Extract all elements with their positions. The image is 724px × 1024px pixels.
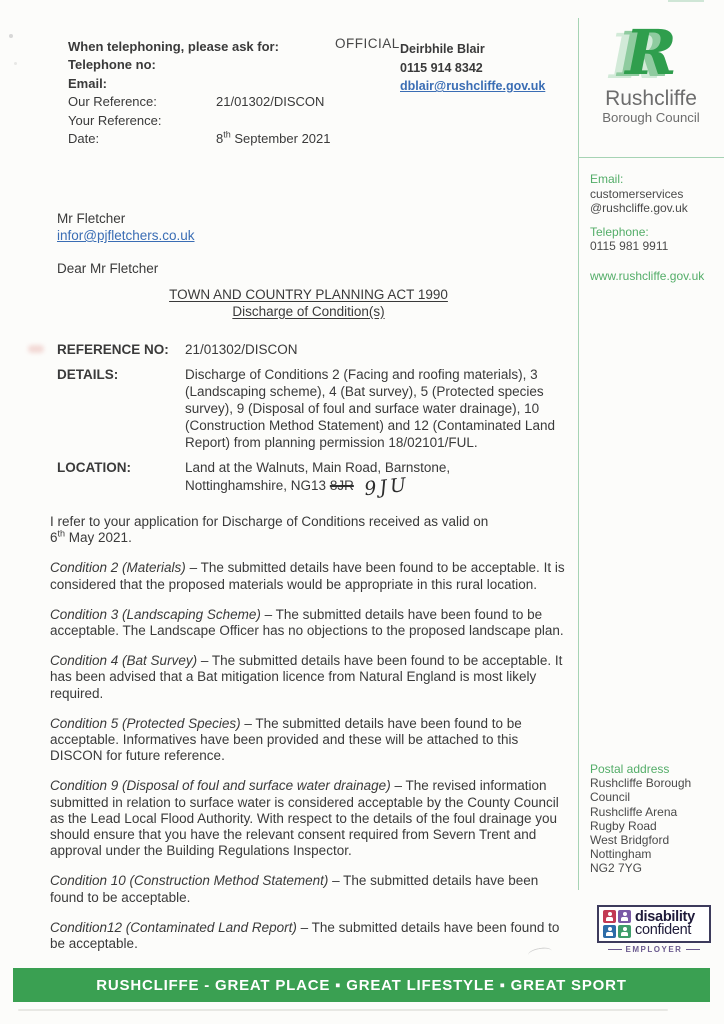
condition-paragraph: Condition 2 (Materials) – The submitted details have been found to be acceptable. It is considered that the proposed materials would be appropriate in this rural location. xyxy=(50,560,565,592)
scan-tick xyxy=(668,0,704,2)
page-edge-shadow xyxy=(18,1009,668,1011)
reference-table xyxy=(57,341,569,501)
condition-paragraph: Condition 5 (Protected Species) – The submitted details have been found to be acceptable. Informatives have been provided and these will be attached to this DISCON for future reference. xyxy=(50,715,522,764)
scan-smudge xyxy=(28,345,44,353)
badge-hands-icon xyxy=(618,910,631,923)
details-value: Discharge of Conditions 2 (Facing and roofing materials), 3 (Landscaping scheme), 4 (Bat survey), 5 (Protected species survey), 9 (Disposal of foul and surface water drainage), 10 (Construction Method Statement) and 12 (Contaminated Land Report) from planning permission 18/02101/FUL. xyxy=(185,367,555,450)
council-logo-r-icon: R xyxy=(625,16,677,89)
your-reference-label: Your Reference: xyxy=(68,112,162,128)
sidebar-contact-block xyxy=(590,172,704,284)
postal-line: Rushcliffe Borough xyxy=(590,776,692,791)
reference-no-label: REFERENCE NO: xyxy=(57,342,169,357)
scan-speck xyxy=(9,34,13,38)
sidebar-website-link[interactable]: www.rushcliffe.gov.uk xyxy=(590,268,705,283)
disability-confident-badge xyxy=(597,905,711,954)
badge-tiles-icon xyxy=(603,910,631,938)
discharge-subtitle: Discharge of Condition(s) xyxy=(232,303,385,319)
our-reference-label: Our Reference: xyxy=(68,94,157,110)
reference-row xyxy=(57,341,569,358)
postal-address-label: Postal address xyxy=(590,762,670,776)
addressee-block xyxy=(57,210,195,244)
postal-line: Rushcliffe Arena xyxy=(590,804,678,819)
badge-employer-label: EMPLOYER xyxy=(625,945,683,954)
location-value: Land at the Walnuts, Main Road, Barnstone, Nottinghamshire, NG13 8JR 9JU xyxy=(185,460,451,501)
date-value: 8th September 2021 xyxy=(216,129,331,147)
date-label: Date: xyxy=(68,131,100,147)
sidebar-phone-label: Telephone: xyxy=(590,224,649,239)
our-reference-value: 21/01302/DISCON xyxy=(216,94,325,110)
badge-lock-icon xyxy=(603,925,616,938)
condition-paragraph: Condition12 (Contaminated Land Report) – The submitted details have been found to be acceptable. xyxy=(50,919,560,952)
reference-no-value: 21/01302/DISCON xyxy=(185,342,298,357)
postal-address-block xyxy=(590,762,691,876)
postal-line: West Bridgford xyxy=(590,833,670,848)
scan-speck xyxy=(14,62,17,65)
sidebar-divider-vertical xyxy=(578,18,579,890)
sidebar-email-label: Email: xyxy=(590,172,624,186)
header-contact-block xyxy=(68,38,330,148)
badge-word-confident: confident xyxy=(635,922,692,938)
letter-title-block xyxy=(50,287,567,320)
condition-paragraph: Condition 4 (Bat Survey) – The submitted details have been found to be acceptable. It has been advised that a Bat mitigation licence from Natural England is most likely required. xyxy=(50,653,563,701)
addressee-email-link[interactable]: infor@pjfletchers.co.uk xyxy=(57,228,195,243)
badge-person-icon xyxy=(618,925,631,938)
case-officer-block xyxy=(400,40,545,96)
struck-postcode: 8JR xyxy=(329,478,354,493)
badge-word-disability: disability xyxy=(635,908,695,925)
officer-email-link[interactable]: dblair@rushcliffe.gov.uk xyxy=(400,79,546,94)
postal-line: Rugby Road xyxy=(590,818,657,833)
council-logo xyxy=(582,18,720,125)
salutation: Dear Mr Fletcher xyxy=(57,261,159,276)
footer-slogan-banner: RUSHCLIFFE - GREAT PLACE ▪ GREAT LIFESTYLE ▪ GREAT SPORT xyxy=(13,968,710,1002)
act-title: TOWN AND COUNTRY PLANNING ACT 1990 xyxy=(169,287,448,302)
condition-paragraph: Condition 10 (Construction Method Statement) – The submitted details have been found to be acceptable. xyxy=(50,873,539,905)
sidebar-phone-value: 0115 981 9911 xyxy=(590,239,669,254)
condition-paragraph: Condition 9 (Disposal of foul and surface water drainage) – The revised information submitted in relation to surface water is considered acceptable by the County Council as the Lead Local Flood Authority. With respect to the details of the foul drainage you should ensure that you have the relevant consent required from Severn Trent and approval under the Building Regulations Inspector. xyxy=(50,778,559,859)
sidebar-divider-horizontal xyxy=(578,157,724,158)
sidebar-email-line2: @rushcliffe.gov.uk xyxy=(590,201,688,216)
postal-line: Nottingham xyxy=(590,847,652,862)
postal-line: NG2 7YG xyxy=(590,861,643,876)
addressee-name: Mr Fletcher xyxy=(57,211,126,226)
official-marking: OFFICIAL xyxy=(335,36,400,51)
ask-for-label: When telephoning, please ask for: xyxy=(68,39,279,54)
intro-paragraph: I refer to your application for Discharge of Conditions received as valid on 6th May 2021. xyxy=(50,514,489,546)
officer-phone: 0115 914 8342 xyxy=(400,60,483,75)
sidebar-email-line1: customerservices xyxy=(590,186,684,201)
telephone-label: Telephone no: xyxy=(68,57,156,73)
council-logo-name: Rushcliffe xyxy=(605,87,697,110)
location-row xyxy=(57,459,569,501)
letter-body xyxy=(50,514,569,966)
email-label: Email: xyxy=(68,75,108,91)
postal-line: Council xyxy=(590,790,631,805)
handwritten-postcode: 9JU xyxy=(363,473,410,501)
badge-people-icon xyxy=(603,910,616,923)
location-label: LOCATION: xyxy=(57,460,131,475)
officer-name: Deirbhile Blair xyxy=(400,42,485,56)
condition-paragraph: Condition 3 (Landscaping Scheme) – The submitted details have been found to be acceptable. The Landscape Officer has no objections to the proposed landscape plan. xyxy=(50,606,564,639)
details-row xyxy=(57,366,569,451)
council-logo-subtitle: Borough Council xyxy=(602,110,700,125)
details-label: DETAILS: xyxy=(57,367,119,382)
